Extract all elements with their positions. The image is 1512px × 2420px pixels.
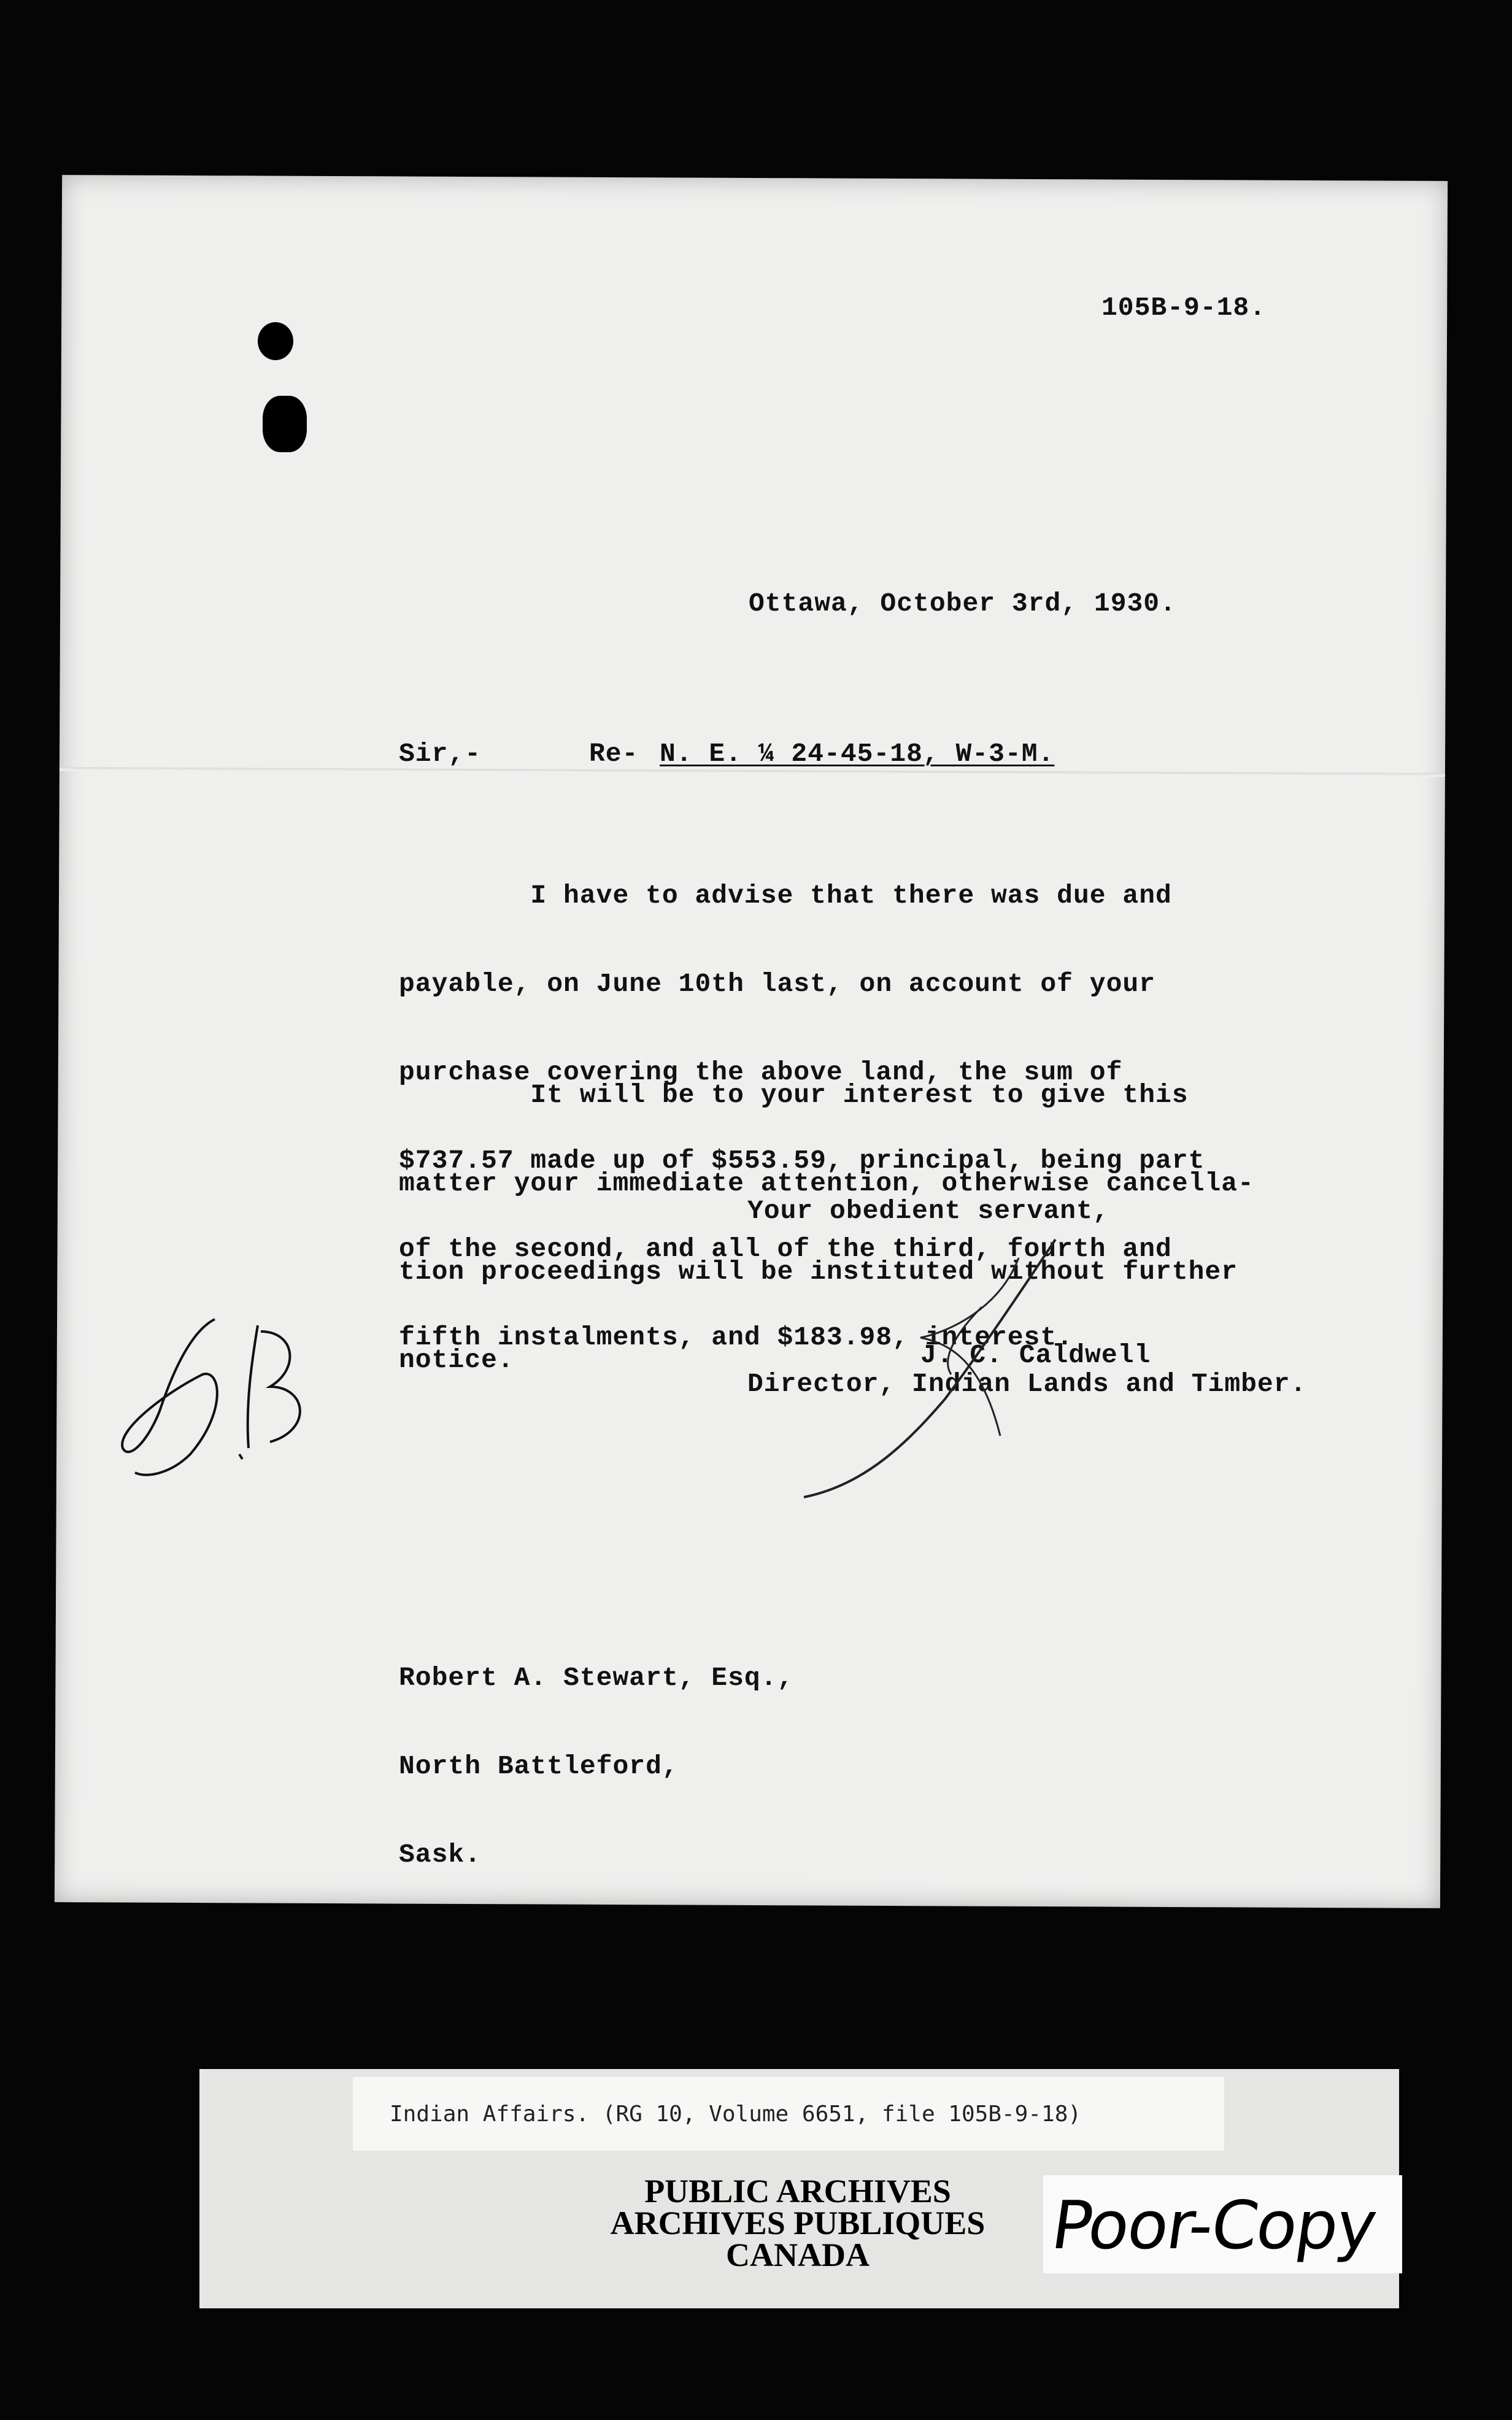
file-reference: 105B-9-18. — [1101, 293, 1267, 323]
paragraph-line: purchase covering the above land, the sum of — [399, 1057, 1123, 1087]
address-line: Sask. — [399, 1840, 482, 1870]
addressee-block — [399, 1605, 793, 1899]
paragraph-line: payable, on June 10th last, on account of your — [399, 969, 1155, 999]
re-subject: N. E. ¼ 24-45-18, W-3-M. — [660, 739, 1055, 769]
handwritten-signature — [798, 1233, 1074, 1509]
signer-name: J. C. Caldwell — [920, 1340, 1151, 1370]
poor-copy-stamp: Poor-Copy — [1047, 2187, 1381, 2264]
archive-name-en: PUBLIC ARCHIVES — [644, 2173, 951, 2210]
paragraph-line: I have to advise that there was due and — [399, 881, 1172, 911]
closing: Your obedient servant, — [747, 1196, 1109, 1226]
re-prefix: Re- — [589, 739, 639, 769]
archive-name-fr: ARCHIVES PUBLIQUES — [610, 2205, 986, 2241]
paragraph-line: It will be to your interest to give this — [399, 1080, 1189, 1110]
paragraph-line: matter your immediate attention, otherwise cancella- — [399, 1168, 1254, 1198]
paragraph-line: fifth instalments, and $183.98, interest. — [399, 1322, 1073, 1352]
address-line: Robert A. Stewart, Esq., — [399, 1663, 794, 1693]
margin-initials — [117, 1307, 338, 1485]
archive-country: CANADA — [726, 2237, 870, 2273]
paragraph-line: tion proceedings will be instituted without further — [399, 1257, 1238, 1287]
paragraph-line: $737.57 made up of $553.59, principal, being part — [399, 1146, 1205, 1176]
signer-title: Director, Indian Lands and Timber. — [747, 1369, 1307, 1399]
paragraph-line: notice. — [399, 1345, 514, 1375]
address-line: North Battleford, — [399, 1751, 679, 1781]
letter-date: Ottawa, October 3rd, 1930. — [749, 588, 1176, 618]
paragraph-line: of the second, and all of the third, fourth and — [399, 1234, 1172, 1264]
archive-reference: Indian Affairs. (RG 10, Volume 6651, file 105B-9-18) — [390, 2102, 1082, 2127]
punch-hole — [263, 396, 307, 452]
punch-hole — [258, 322, 293, 360]
salutation: Sir,- — [399, 739, 482, 769]
